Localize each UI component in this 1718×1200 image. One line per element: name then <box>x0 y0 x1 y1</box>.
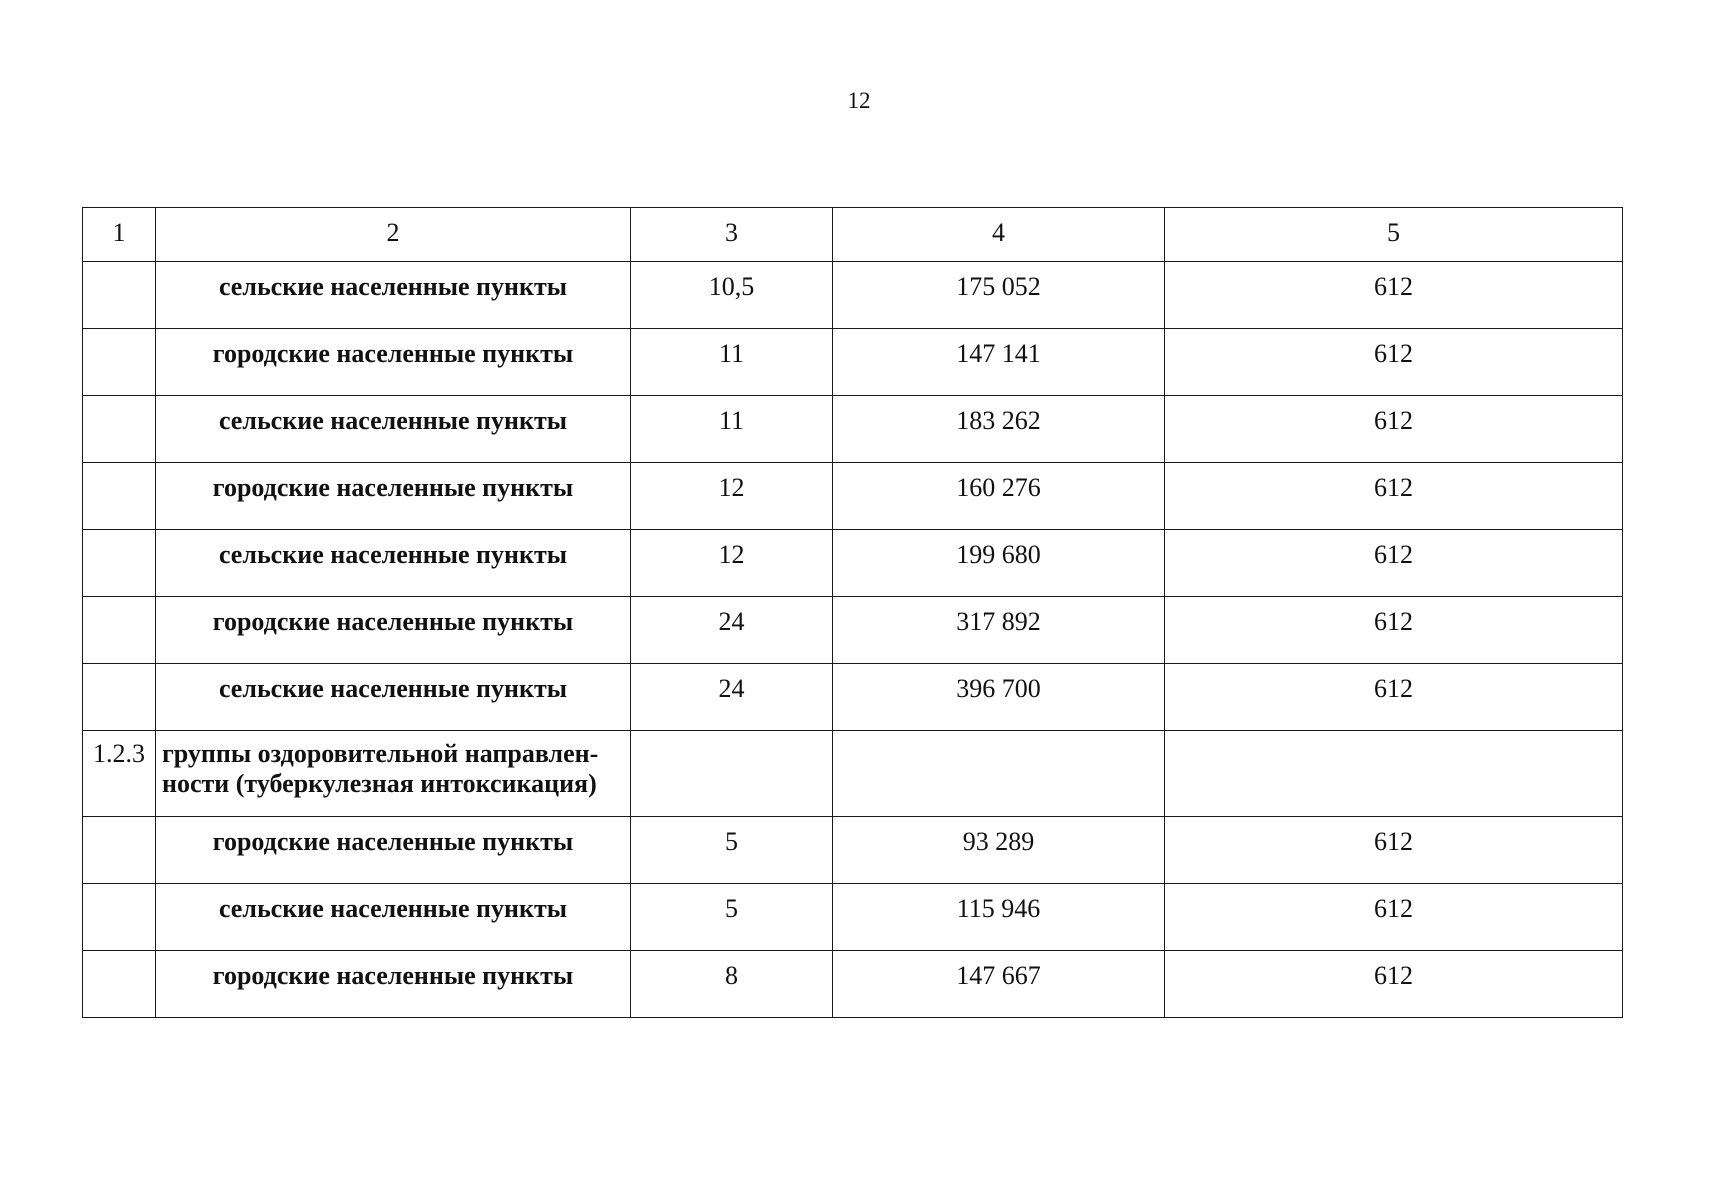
row-number-cell <box>83 597 156 664</box>
row-col3-cell: 12 <box>631 463 833 530</box>
row-col3-cell: 24 <box>631 597 833 664</box>
row-name-cell: сельские населенные пункты <box>156 262 631 329</box>
row-number-cell <box>83 884 156 951</box>
header-cell-3: 3 <box>631 208 833 262</box>
section-name-line-2: ности (туберкулезная интоксикация) <box>162 769 597 798</box>
table-row <box>83 817 1623 884</box>
table-row <box>83 884 1623 951</box>
section-name-cell <box>156 731 631 817</box>
row-name-cell: городские населенные пункты <box>156 597 631 664</box>
row-name-cell: сельские населенные пункты <box>156 884 631 951</box>
row-name-cell: сельские населенные пункты <box>156 530 631 597</box>
row-col5-cell: 612 <box>1165 951 1623 1018</box>
row-col5-cell: 612 <box>1165 329 1623 396</box>
row-col4-cell: 175 052 <box>833 262 1165 329</box>
row-col4-cell: 115 946 <box>833 884 1165 951</box>
header-cell-5: 5 <box>1165 208 1623 262</box>
row-col4-cell: 147 141 <box>833 329 1165 396</box>
header-cell-2: 2 <box>156 208 631 262</box>
row-name-cell: сельские населенные пункты <box>156 396 631 463</box>
row-col3-cell: 5 <box>631 884 833 951</box>
row-col3-cell: 5 <box>631 817 833 884</box>
table-row <box>83 262 1623 329</box>
row-col4-cell: 147 667 <box>833 951 1165 1018</box>
row-col4-cell: 396 700 <box>833 664 1165 731</box>
table-row <box>83 530 1623 597</box>
row-col4-cell: 160 276 <box>833 463 1165 530</box>
tariff-table <box>82 207 1623 1018</box>
table-row <box>83 463 1623 530</box>
row-col4-cell: 93 289 <box>833 817 1165 884</box>
row-col5-cell: 612 <box>1165 530 1623 597</box>
row-number-cell <box>83 329 156 396</box>
row-col5-cell: 612 <box>1165 463 1623 530</box>
row-col5-cell: 612 <box>1165 884 1623 951</box>
row-number-cell <box>83 951 156 1018</box>
row-name-cell: городские населенные пункты <box>156 329 631 396</box>
row-number-cell <box>83 664 156 731</box>
table-row <box>83 329 1623 396</box>
row-col3-cell: 10,5 <box>631 262 833 329</box>
row-col5-cell: 612 <box>1165 597 1623 664</box>
row-number-cell <box>83 463 156 530</box>
section-name-line-1: группы оздоровительной направлен- <box>162 739 599 768</box>
row-name-cell: городские населенные пункты <box>156 817 631 884</box>
row-name-cell: городские населенные пункты <box>156 951 631 1018</box>
row-col5-cell: 612 <box>1165 664 1623 731</box>
row-col4-cell: 317 892 <box>833 597 1165 664</box>
row-col4-cell: 183 262 <box>833 396 1165 463</box>
row-col5-cell: 612 <box>1165 817 1623 884</box>
table-header-row <box>83 208 1623 262</box>
section-col4-cell <box>833 731 1165 817</box>
page-number: 12 <box>847 88 871 113</box>
table-row <box>83 951 1623 1018</box>
row-number-cell <box>83 262 156 329</box>
header-cell-4: 4 <box>833 208 1165 262</box>
row-col5-cell: 612 <box>1165 262 1623 329</box>
table-row <box>83 396 1623 463</box>
row-col4-cell: 199 680 <box>833 530 1165 597</box>
section-col5-cell <box>1165 731 1623 817</box>
table-row <box>83 597 1623 664</box>
table-row <box>83 664 1623 731</box>
header-cell-1: 1 <box>83 208 156 262</box>
row-col5-cell: 612 <box>1165 396 1623 463</box>
row-col3-cell: 8 <box>631 951 833 1018</box>
row-col3-cell: 11 <box>631 329 833 396</box>
row-col3-cell: 11 <box>631 396 833 463</box>
section-col3-cell <box>631 731 833 817</box>
section-row <box>83 731 1623 817</box>
row-number-cell <box>83 530 156 597</box>
row-col3-cell: 24 <box>631 664 833 731</box>
row-col3-cell: 12 <box>631 530 833 597</box>
row-name-cell: сельские населенные пункты <box>156 664 631 731</box>
row-number-cell <box>83 817 156 884</box>
row-number-cell <box>83 396 156 463</box>
row-name-cell: городские населенные пункты <box>156 463 631 530</box>
section-number-cell: 1.2.3 <box>83 731 156 817</box>
